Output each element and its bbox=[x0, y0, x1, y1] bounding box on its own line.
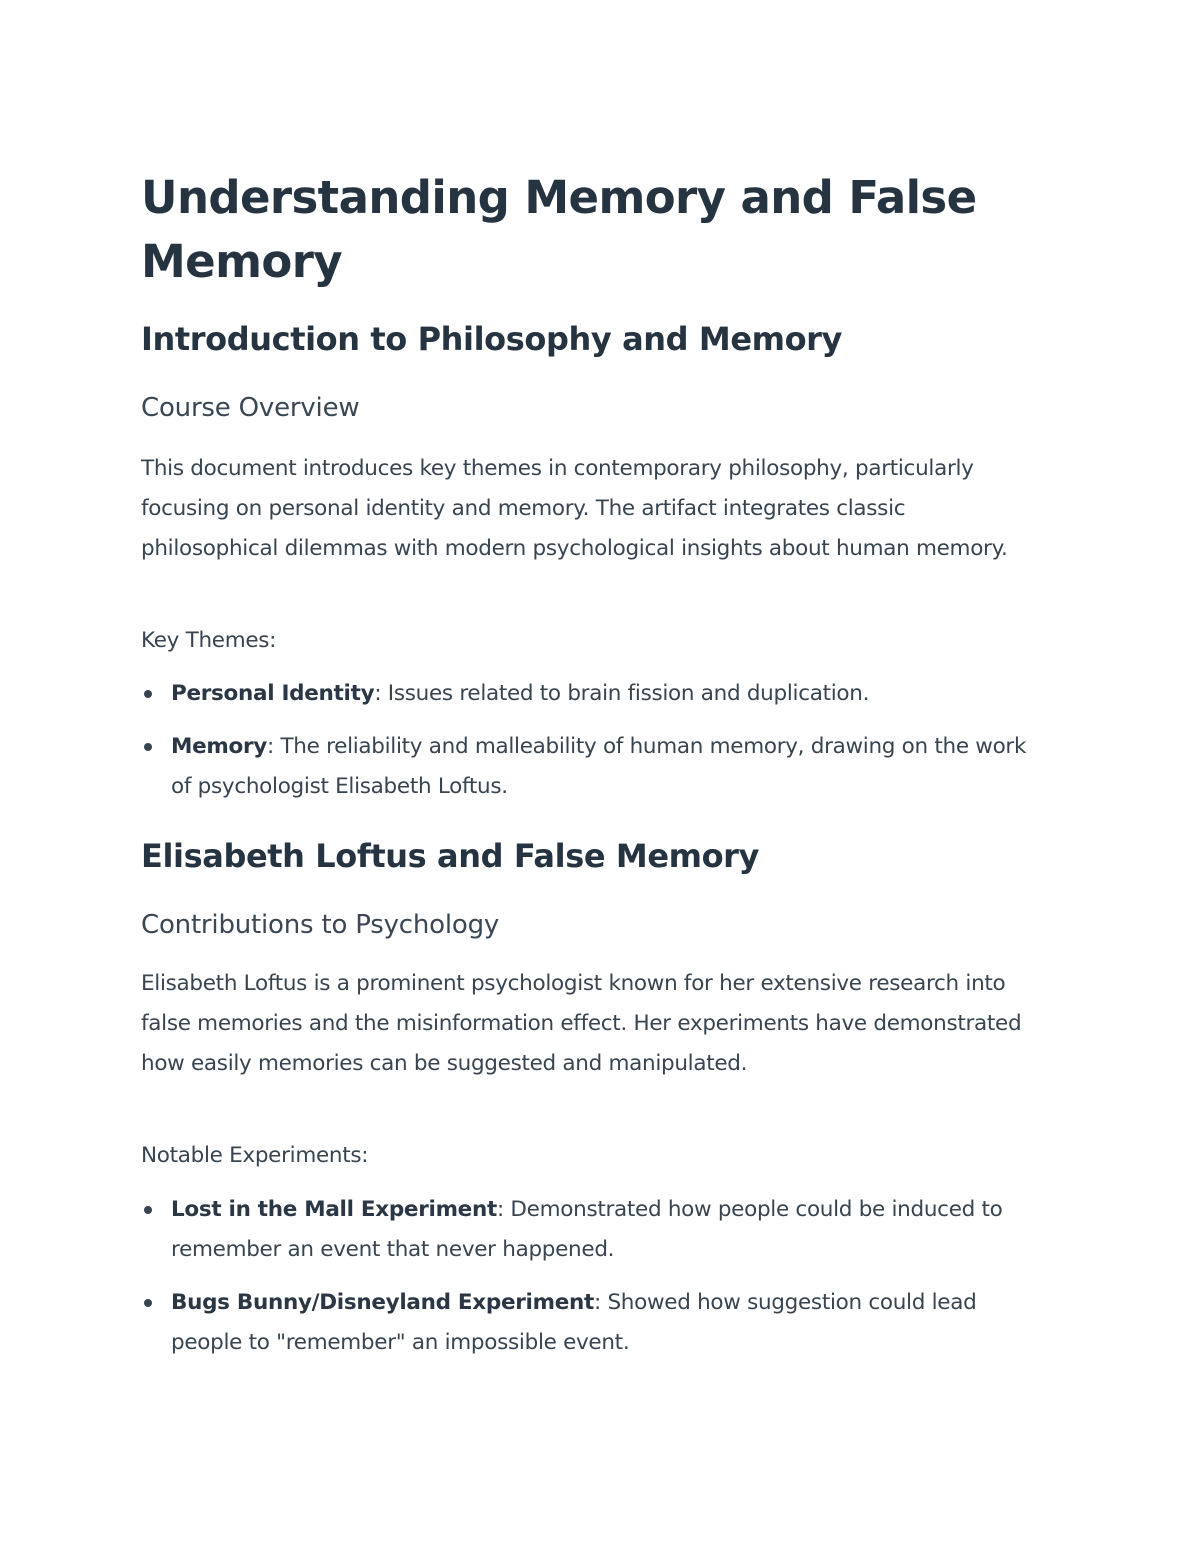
list-item-term: Lost in the Mall Experiment bbox=[171, 1197, 497, 1222]
list-item-text: : Showed how suggestion could lead people to "remember" an impossible event. bbox=[171, 1290, 977, 1355]
key-themes-label: Key Themes: bbox=[141, 628, 277, 653]
key-themes-list bbox=[141, 674, 1041, 820]
section-heading-loftus: Elisabeth Loftus and False Memory bbox=[141, 837, 760, 875]
bullet-icon bbox=[144, 1206, 152, 1214]
loftus-paragraph: Elisabeth Loftus is a prominent psychologist known for her extensive research into false memories and the misinformation effect. Her experiments have demonstrated how easily memories can be suggested and manipulated. bbox=[141, 971, 1022, 1076]
bullet-icon bbox=[144, 690, 152, 698]
section-heading-intro: Introduction to Philosophy and Memory bbox=[141, 320, 843, 358]
list-item-text: : Demonstrated how people could be induced to remember an event that never happened. bbox=[171, 1197, 1003, 1262]
list-item-text: : Issues related to brain fission and duplication. bbox=[374, 681, 870, 706]
list-item-text: : The reliability and malleability of human memory, drawing on the work of psychologist Elisabeth Loftus. bbox=[171, 734, 1027, 799]
notable-experiments-list bbox=[141, 1190, 1041, 1376]
notable-experiments-label: Notable Experiments: bbox=[141, 1143, 369, 1168]
document-title: Understanding Memory and False Memory bbox=[141, 171, 977, 288]
overview-paragraph: This document introduces key themes in contemporary philosophy, particularly focusing on personal identity and memory. The artifact integrates classic philosophical dilemmas with modern psychological insights about human memory. bbox=[141, 456, 1008, 561]
bullet-icon bbox=[144, 743, 152, 751]
list-item bbox=[141, 1190, 1041, 1270]
list-item bbox=[141, 1283, 1041, 1363]
list-item-term: Memory bbox=[171, 734, 267, 759]
list-item-term: Personal Identity bbox=[171, 681, 375, 706]
subheading-contributions: Contributions to Psychology bbox=[141, 910, 500, 940]
bullet-icon bbox=[144, 1299, 152, 1307]
subheading-course-overview: Course Overview bbox=[141, 393, 360, 423]
list-item bbox=[141, 727, 1041, 807]
list-item bbox=[141, 674, 1041, 714]
list-item-term: Bugs Bunny/Disneyland Experiment bbox=[171, 1290, 594, 1315]
